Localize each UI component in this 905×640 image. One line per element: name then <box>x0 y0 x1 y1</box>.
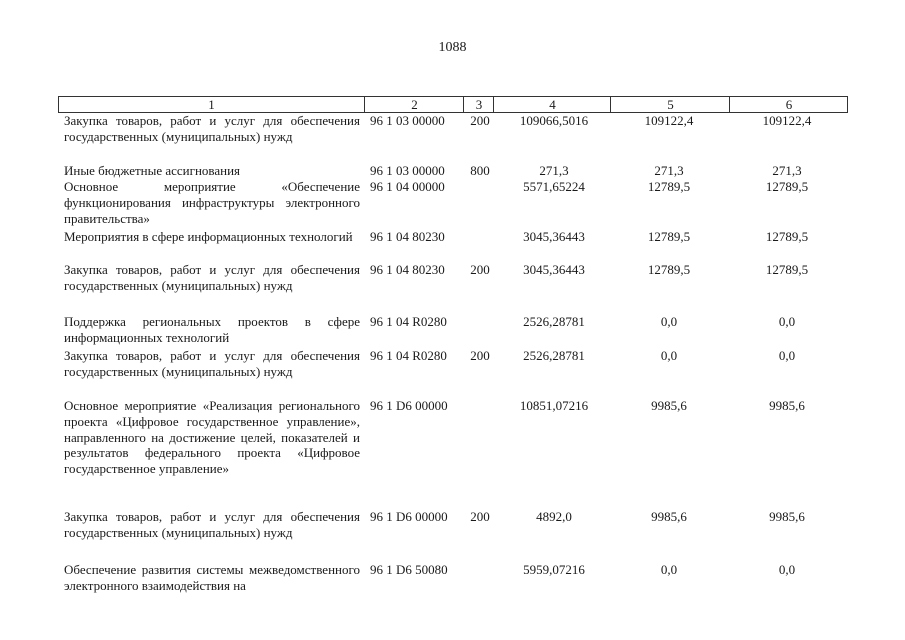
row-code: 96 1 04 80230 <box>370 262 445 277</box>
table-row <box>58 562 848 596</box>
row-value-6: 12789,5 <box>765 229 809 244</box>
row-value-4: 2526,28781 <box>523 348 585 363</box>
row-code: 96 1 04 R0280 <box>370 348 447 363</box>
header-col-1: 1 <box>208 97 215 112</box>
row-code: 96 1 D6 00000 <box>370 509 448 524</box>
row-name: Основное мероприятие «Обеспечение функционирования инфраструктуры электронного правительства» <box>64 179 360 226</box>
row-name: Закупка товаров, работ и услуг для обеспечения государственных (муниципальных) нужд <box>64 509 360 540</box>
row-value-6: 12789,5 <box>765 179 809 194</box>
table-row <box>58 262 848 314</box>
header-col-2: 2 <box>364 97 464 112</box>
row-value-4: 2526,28781 <box>523 314 585 329</box>
row-code: 96 1 04 00000 <box>370 179 445 194</box>
row-value-5: 12789,5 <box>647 179 691 194</box>
row-value-6: 9985,6 <box>769 509 805 524</box>
row-value-6: 0,0 <box>778 314 796 329</box>
header-col-5: 5 <box>610 97 730 112</box>
row-type: 200 <box>470 113 490 128</box>
row-name: Закупка товаров, работ и услуг для обеспечения государственных (муниципальных) нужд <box>64 262 360 293</box>
row-value-6: 0,0 <box>778 562 796 577</box>
budget-table <box>58 96 848 596</box>
header-col-3: 3 <box>463 97 494 112</box>
row-value-6: 12789,5 <box>765 262 809 277</box>
row-name: Основное мероприятие «Реализация регионального проекта «Цифровое государственное управление», направленного на достижение целей, показателей и результатов федерального проекта «Цифровое государственное управление» <box>64 398 360 477</box>
table-row <box>58 113 848 163</box>
row-value-5: 0,0 <box>660 348 678 363</box>
row-type: 200 <box>470 262 490 277</box>
row-code: 96 1 04 80230 <box>370 229 445 244</box>
table-row <box>58 348 848 398</box>
row-value-5: 9985,6 <box>651 509 687 524</box>
row-name: Поддержка региональных проектов в сфере информационных технологий <box>64 314 360 345</box>
header-col-6: 6 <box>729 97 848 112</box>
table-row <box>58 179 848 229</box>
row-name: Закупка товаров, работ и услуг для обеспечения государственных (муниципальных) нужд <box>64 113 360 144</box>
table-row <box>58 398 848 509</box>
row-value-4: 271,3 <box>539 163 569 178</box>
row-value-6: 9985,6 <box>769 398 805 413</box>
row-name: Мероприятия в сфере информационных технологий <box>64 229 353 244</box>
row-code: 96 1 04 R0280 <box>370 314 447 329</box>
table-row <box>58 509 848 562</box>
row-value-4: 5959,07216 <box>523 562 585 577</box>
row-value-4: 5571,65224 <box>523 179 585 194</box>
row-value-4: 10851,07216 <box>519 398 589 413</box>
row-value-5: 12789,5 <box>647 229 691 244</box>
table-row <box>58 163 848 179</box>
row-type: 800 <box>470 163 490 178</box>
row-value-6: 271,3 <box>772 163 802 178</box>
row-value-4: 3045,36443 <box>523 262 585 277</box>
header-col-4: 4 <box>493 97 611 112</box>
row-value-5: 271,3 <box>654 163 684 178</box>
row-value-6: 109122,4 <box>762 113 812 128</box>
row-value-4: 109066,5016 <box>519 113 589 128</box>
table-row <box>58 314 848 348</box>
row-name: Иные бюджетные ассигнования <box>64 163 241 178</box>
row-code: 96 1 D6 00000 <box>370 398 448 413</box>
header-row <box>58 96 848 113</box>
row-value-5: 0,0 <box>660 562 678 577</box>
row-code: 96 1 03 00000 <box>370 163 445 178</box>
row-value-5: 9985,6 <box>651 398 687 413</box>
row-type: 200 <box>470 509 490 524</box>
row-value-4: 4892,0 <box>536 509 572 524</box>
row-name: Обеспечение развития системы межведомственного электронного взаимодействия на <box>64 562 360 593</box>
row-name: Закупка товаров, работ и услуг для обеспечения государственных (муниципальных) нужд <box>64 348 360 379</box>
row-code: 96 1 03 00000 <box>370 113 445 128</box>
page-number: 1088 <box>438 40 467 55</box>
row-value-5: 0,0 <box>660 314 678 329</box>
row-code: 96 1 D6 50080 <box>370 562 448 577</box>
table-row <box>58 229 848 262</box>
row-value-6: 0,0 <box>778 348 796 363</box>
row-type: 200 <box>470 348 490 363</box>
row-value-5: 109122,4 <box>644 113 694 128</box>
row-value-4: 3045,36443 <box>523 229 585 244</box>
row-value-5: 12789,5 <box>647 262 691 277</box>
